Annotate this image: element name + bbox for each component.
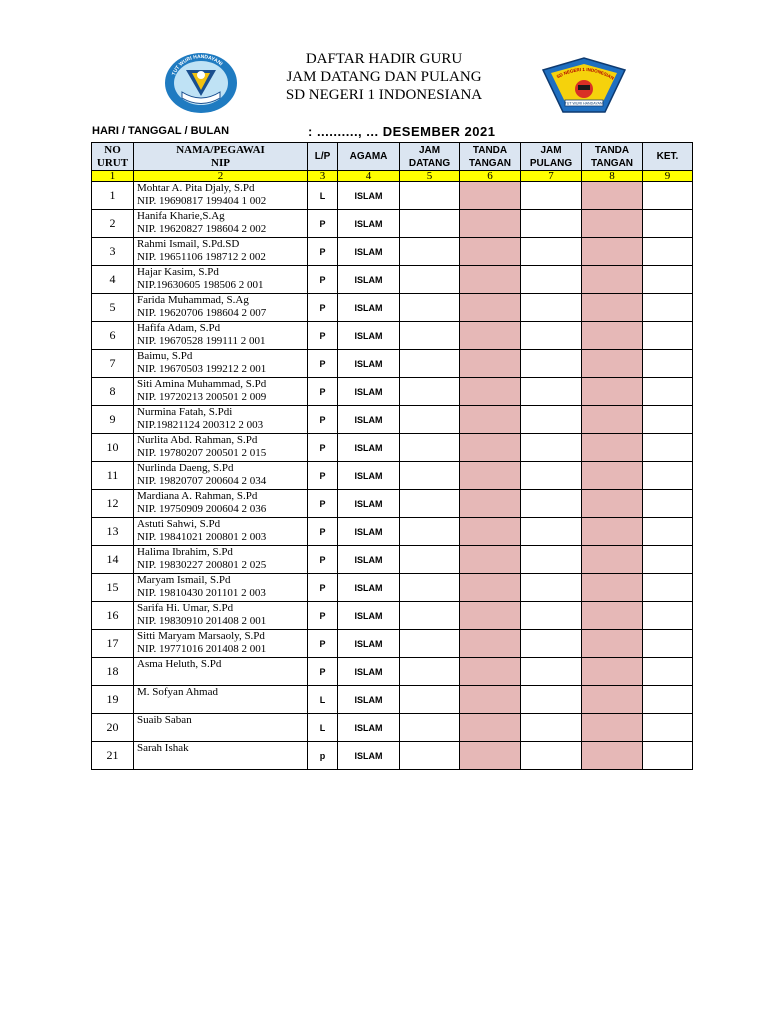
name-cell bbox=[134, 686, 308, 714]
column-number: 9 bbox=[643, 171, 693, 182]
departure-time-cell[interactable] bbox=[521, 602, 582, 630]
teacher-name: Sitti Maryam Marsaoly, S.Pd bbox=[137, 630, 265, 642]
religion-cell: ISLAM bbox=[338, 210, 400, 238]
teacher-nip: NIP. 19750909 200604 2 036 bbox=[137, 503, 267, 515]
teacher-name: Hafifa Adam, S.Pd bbox=[137, 322, 221, 334]
arrival-signature-cell[interactable] bbox=[460, 602, 521, 630]
gender-cell: P bbox=[308, 490, 338, 518]
teacher-nip: NIP.19821124 200312 2 003 bbox=[137, 419, 264, 431]
header-jam-datang: JAM DATANG bbox=[400, 143, 460, 171]
row-number: 18 bbox=[92, 658, 134, 686]
religion-cell: ISLAM bbox=[338, 434, 400, 462]
arrival-signature-cell[interactable] bbox=[460, 686, 521, 714]
arrival-time-cell[interactable] bbox=[400, 350, 460, 378]
arrival-time-cell[interactable] bbox=[400, 378, 460, 406]
row-number: 10 bbox=[92, 434, 134, 462]
row-number: 9 bbox=[92, 406, 134, 434]
teacher-nip: NIP.19630605 198506 2 001 bbox=[137, 279, 264, 291]
departure-signature-cell[interactable] bbox=[582, 378, 643, 406]
arrival-time-cell[interactable] bbox=[400, 742, 460, 770]
teacher-name: Mohtar A. Pita Djaly, S.Pd bbox=[137, 182, 255, 194]
remarks-cell[interactable] bbox=[643, 518, 693, 546]
gender-cell: P bbox=[308, 238, 338, 266]
column-number: 7 bbox=[521, 171, 582, 182]
departure-signature-cell[interactable] bbox=[582, 714, 643, 742]
row-number: 3 bbox=[92, 238, 134, 266]
teacher-name: Hajar Kasim, S.Pd bbox=[137, 266, 219, 278]
name-cell bbox=[134, 378, 308, 406]
departure-signature-cell[interactable] bbox=[582, 546, 643, 574]
left-logo-text: TUT WURI HANDAYANI bbox=[171, 53, 224, 77]
row-number: 21 bbox=[92, 742, 134, 770]
arrival-signature-cell[interactable] bbox=[460, 378, 521, 406]
religion-cell: ISLAM bbox=[338, 490, 400, 518]
gender-cell: P bbox=[308, 350, 338, 378]
teacher-nip: NIP. 19830227 200801 2 025 bbox=[137, 559, 267, 571]
remarks-cell[interactable] bbox=[643, 742, 693, 770]
teacher-nip: NIP. 19670528 199111 2 001 bbox=[137, 335, 266, 347]
header-ket: KET. bbox=[643, 143, 693, 171]
religion-cell: ISLAM bbox=[338, 574, 400, 602]
arrival-signature-cell[interactable] bbox=[460, 406, 521, 434]
arrival-signature-cell[interactable] bbox=[460, 462, 521, 490]
departure-time-cell[interactable] bbox=[521, 546, 582, 574]
religion-cell: ISLAM bbox=[338, 658, 400, 686]
arrival-signature-cell[interactable] bbox=[460, 546, 521, 574]
table-row bbox=[92, 602, 693, 630]
row-number: 6 bbox=[92, 322, 134, 350]
teacher-nip: NIP. 19780207 200501 2 015 bbox=[137, 447, 267, 459]
religion-cell: ISLAM bbox=[338, 686, 400, 714]
departure-time-cell[interactable] bbox=[521, 630, 582, 658]
arrival-time-cell[interactable] bbox=[400, 462, 460, 490]
table-row bbox=[92, 490, 693, 518]
gender-cell: P bbox=[308, 630, 338, 658]
departure-time-cell[interactable] bbox=[521, 182, 582, 210]
religion-cell: ISLAM bbox=[338, 182, 400, 210]
row-number: 11 bbox=[92, 462, 134, 490]
teacher-nip: NIP. 19830910 201408 2 001 bbox=[137, 615, 267, 627]
religion-cell: ISLAM bbox=[338, 322, 400, 350]
teacher-name: Halima Ibrahim, S.Pd bbox=[137, 546, 233, 558]
departure-time-cell[interactable] bbox=[521, 210, 582, 238]
departure-time-cell[interactable] bbox=[521, 322, 582, 350]
arrival-signature-cell[interactable] bbox=[460, 574, 521, 602]
departure-signature-cell[interactable] bbox=[582, 322, 643, 350]
religion-cell: ISLAM bbox=[338, 630, 400, 658]
school-emblem-logo bbox=[541, 56, 627, 114]
religion-cell: ISLAM bbox=[338, 742, 400, 770]
arrival-time-cell[interactable] bbox=[400, 518, 460, 546]
teacher-nip: NIP. 19690817 199404 1 002 bbox=[137, 195, 267, 207]
name-cell bbox=[134, 266, 308, 294]
name-cell bbox=[134, 210, 308, 238]
arrival-time-cell[interactable] bbox=[400, 658, 460, 686]
teacher-name: Rahmi Ismail, S.Pd.SD bbox=[137, 238, 240, 250]
teacher-nip: NIP. 19720213 200501 2 009 bbox=[137, 391, 267, 403]
arrival-time-cell[interactable] bbox=[400, 686, 460, 714]
gender-cell: L bbox=[308, 686, 338, 714]
name-cell bbox=[134, 658, 308, 686]
departure-time-cell[interactable] bbox=[521, 266, 582, 294]
teacher-name: Baimu, S.Pd bbox=[137, 350, 193, 362]
row-number: 15 bbox=[92, 574, 134, 602]
row-number: 14 bbox=[92, 546, 134, 574]
departure-time-cell[interactable] bbox=[521, 658, 582, 686]
arrival-signature-cell[interactable] bbox=[460, 238, 521, 266]
departure-signature-cell[interactable] bbox=[582, 742, 643, 770]
row-number: 5 bbox=[92, 294, 134, 322]
arrival-time-cell[interactable] bbox=[400, 574, 460, 602]
arrival-signature-cell[interactable] bbox=[460, 742, 521, 770]
table-row bbox=[92, 658, 693, 686]
name-cell bbox=[134, 602, 308, 630]
table-row bbox=[92, 574, 693, 602]
arrival-time-cell[interactable] bbox=[400, 210, 460, 238]
table-row bbox=[92, 518, 693, 546]
arrival-signature-cell[interactable] bbox=[460, 294, 521, 322]
name-cell bbox=[134, 546, 308, 574]
attendance-table bbox=[91, 142, 693, 770]
teacher-nip: NIP. 19651106 198712 2 002 bbox=[137, 251, 266, 263]
gender-cell: P bbox=[308, 602, 338, 630]
row-number: 8 bbox=[92, 378, 134, 406]
remarks-cell[interactable] bbox=[643, 378, 693, 406]
table-row bbox=[92, 238, 693, 266]
remarks-cell[interactable] bbox=[643, 574, 693, 602]
column-number: 8 bbox=[582, 171, 643, 182]
title-line-2: JAM DATANG DAN PULANG bbox=[286, 69, 482, 85]
table-row bbox=[92, 546, 693, 574]
column-number: 3 bbox=[308, 171, 338, 182]
remarks-cell[interactable] bbox=[643, 714, 693, 742]
teacher-nip: NIP. 19771016 201408 2 001 bbox=[137, 643, 267, 655]
arrival-time-cell[interactable] bbox=[400, 630, 460, 658]
departure-signature-cell[interactable] bbox=[582, 182, 643, 210]
remarks-cell[interactable] bbox=[643, 602, 693, 630]
header-tanda-tangan-1: TANDA TANGAN bbox=[460, 143, 521, 171]
header-agama: AGAMA bbox=[338, 143, 400, 171]
religion-cell: ISLAM bbox=[338, 406, 400, 434]
departure-time-cell[interactable] bbox=[521, 518, 582, 546]
arrival-signature-cell[interactable] bbox=[460, 658, 521, 686]
gender-cell: P bbox=[308, 266, 338, 294]
remarks-cell[interactable] bbox=[643, 686, 693, 714]
teacher-name: Hanifa Kharie,S.Ag bbox=[137, 210, 225, 222]
row-number: 4 bbox=[92, 266, 134, 294]
name-cell bbox=[134, 630, 308, 658]
table-row bbox=[92, 182, 693, 210]
arrival-signature-cell[interactable] bbox=[460, 322, 521, 350]
departure-signature-cell[interactable] bbox=[582, 602, 643, 630]
remarks-cell[interactable] bbox=[643, 658, 693, 686]
name-cell bbox=[134, 490, 308, 518]
row-number: 7 bbox=[92, 350, 134, 378]
remarks-cell[interactable] bbox=[643, 350, 693, 378]
teacher-nip: NIP. 19620706 198604 2 007 bbox=[137, 307, 267, 319]
name-cell bbox=[134, 238, 308, 266]
table-row bbox=[92, 630, 693, 658]
remarks-cell[interactable] bbox=[643, 294, 693, 322]
arrival-time-cell[interactable] bbox=[400, 322, 460, 350]
teacher-name: Farida Muhammad, S.Ag bbox=[137, 294, 249, 306]
arrival-time-cell[interactable] bbox=[400, 490, 460, 518]
teacher-name: Sarah Ishak bbox=[137, 742, 189, 754]
teacher-nip: NIP. 19841021 200801 2 003 bbox=[137, 531, 267, 543]
departure-signature-cell[interactable] bbox=[582, 210, 643, 238]
gender-cell: L bbox=[308, 714, 338, 742]
table-row bbox=[92, 714, 693, 742]
gender-cell: p bbox=[308, 742, 338, 770]
teacher-name: Asma Heluth, S.Pd bbox=[137, 658, 222, 670]
name-cell bbox=[134, 462, 308, 490]
departure-signature-cell[interactable] bbox=[582, 574, 643, 602]
departure-time-cell[interactable] bbox=[521, 490, 582, 518]
teacher-name: Nurlinda Daeng, S.Pd bbox=[137, 462, 234, 474]
teacher-nip: NIP. 19620827 198604 2 002 bbox=[137, 223, 267, 235]
name-cell bbox=[134, 406, 308, 434]
teacher-name: Sarifa Hi. Umar, S.Pd bbox=[137, 602, 234, 614]
name-cell bbox=[134, 350, 308, 378]
gender-cell: P bbox=[308, 322, 338, 350]
table-row bbox=[92, 742, 693, 770]
gender-cell: L bbox=[308, 182, 338, 210]
row-number: 2 bbox=[92, 210, 134, 238]
departure-signature-cell[interactable] bbox=[582, 658, 643, 686]
row-number: 1 bbox=[92, 182, 134, 210]
title-line-1: DAFTAR HADIR GURU bbox=[305, 51, 463, 67]
date-line bbox=[92, 124, 732, 140]
title-line-3: SD NEGERI 1 INDONESIANA bbox=[285, 87, 483, 103]
remarks-cell[interactable] bbox=[643, 434, 693, 462]
name-cell bbox=[134, 714, 308, 742]
arrival-time-cell[interactable] bbox=[400, 266, 460, 294]
remarks-cell[interactable] bbox=[643, 630, 693, 658]
departure-time-cell[interactable] bbox=[521, 238, 582, 266]
arrival-time-cell[interactable] bbox=[400, 238, 460, 266]
departure-time-cell[interactable] bbox=[521, 574, 582, 602]
table-row bbox=[92, 406, 693, 434]
table-row bbox=[92, 378, 693, 406]
remarks-cell[interactable] bbox=[643, 546, 693, 574]
departure-signature-cell[interactable] bbox=[582, 630, 643, 658]
gender-cell: P bbox=[308, 574, 338, 602]
departure-signature-cell[interactable] bbox=[582, 294, 643, 322]
row-number: 20 bbox=[92, 714, 134, 742]
header-jam-pulang: JAM PULANG bbox=[521, 143, 582, 171]
tut-wuri-handayani-logo bbox=[164, 52, 238, 114]
header-tanda-tangan-2: TANDA TANGAN bbox=[582, 143, 643, 171]
departure-signature-cell[interactable] bbox=[582, 406, 643, 434]
departure-time-cell[interactable] bbox=[521, 378, 582, 406]
arrival-signature-cell[interactable] bbox=[460, 210, 521, 238]
departure-time-cell[interactable] bbox=[521, 462, 582, 490]
column-number-row bbox=[92, 171, 693, 182]
gender-cell: P bbox=[308, 294, 338, 322]
teacher-nip: NIP. 19670503 199212 2 001 bbox=[137, 363, 267, 375]
remarks-cell[interactable] bbox=[643, 182, 693, 210]
arrival-signature-cell[interactable] bbox=[460, 518, 521, 546]
arrival-time-cell[interactable] bbox=[400, 714, 460, 742]
teacher-name: Siti Amina Muhammad, S.Pd bbox=[137, 378, 267, 390]
remarks-cell[interactable] bbox=[643, 322, 693, 350]
arrival-time-cell[interactable] bbox=[400, 406, 460, 434]
column-number: 2 bbox=[134, 171, 308, 182]
header-row bbox=[92, 143, 693, 171]
gender-cell: P bbox=[308, 434, 338, 462]
date-value: : .........., ... DESEMBER 2021 bbox=[308, 124, 496, 139]
name-cell bbox=[134, 294, 308, 322]
table-row bbox=[92, 294, 693, 322]
arrival-signature-cell[interactable] bbox=[460, 266, 521, 294]
row-number: 17 bbox=[92, 630, 134, 658]
departure-time-cell[interactable] bbox=[521, 434, 582, 462]
column-number: 5 bbox=[400, 171, 460, 182]
date-label: HARI / TANGGAL / BULAN bbox=[92, 125, 230, 137]
arrival-signature-cell[interactable] bbox=[460, 434, 521, 462]
teacher-name: Suaib Saban bbox=[137, 714, 192, 726]
header-lp: L/P bbox=[308, 143, 338, 171]
name-cell bbox=[134, 574, 308, 602]
table-row bbox=[92, 434, 693, 462]
row-number: 13 bbox=[92, 518, 134, 546]
right-logo-banner: TUT WURI HANDAYANI bbox=[564, 101, 604, 106]
arrival-time-cell[interactable] bbox=[400, 602, 460, 630]
teacher-name: M. Sofyan Ahmad bbox=[137, 686, 218, 698]
departure-time-cell[interactable] bbox=[521, 294, 582, 322]
row-number: 16 bbox=[92, 602, 134, 630]
remarks-cell[interactable] bbox=[643, 266, 693, 294]
gender-cell: P bbox=[308, 518, 338, 546]
departure-signature-cell[interactable] bbox=[582, 238, 643, 266]
name-cell bbox=[134, 322, 308, 350]
name-cell bbox=[134, 518, 308, 546]
religion-cell: ISLAM bbox=[338, 378, 400, 406]
teacher-name: Maryam Ismail, S.Pd bbox=[137, 574, 231, 586]
arrival-signature-cell[interactable] bbox=[460, 714, 521, 742]
row-number: 19 bbox=[92, 686, 134, 714]
column-number: 6 bbox=[460, 171, 521, 182]
teacher-name: Nurmina Fatah, S.Pdi bbox=[137, 406, 233, 418]
arrival-signature-cell[interactable] bbox=[460, 350, 521, 378]
departure-signature-cell[interactable] bbox=[582, 518, 643, 546]
remarks-cell[interactable] bbox=[643, 406, 693, 434]
departure-time-cell[interactable] bbox=[521, 714, 582, 742]
departure-signature-cell[interactable] bbox=[582, 434, 643, 462]
name-cell bbox=[134, 182, 308, 210]
gender-cell: P bbox=[308, 462, 338, 490]
departure-time-cell[interactable] bbox=[521, 686, 582, 714]
religion-cell: ISLAM bbox=[338, 266, 400, 294]
gender-cell: P bbox=[308, 210, 338, 238]
departure-signature-cell[interactable] bbox=[582, 350, 643, 378]
table-row bbox=[92, 686, 693, 714]
gender-cell: P bbox=[308, 546, 338, 574]
teacher-nip: NIP. 19820707 200604 2 034 bbox=[137, 475, 267, 487]
gender-cell: P bbox=[308, 658, 338, 686]
document-header bbox=[0, 50, 768, 104]
departure-signature-cell[interactable] bbox=[582, 462, 643, 490]
arrival-time-cell[interactable] bbox=[400, 182, 460, 210]
arrival-time-cell[interactable] bbox=[400, 434, 460, 462]
column-number: 1 bbox=[92, 171, 134, 182]
gender-cell: P bbox=[308, 406, 338, 434]
departure-signature-cell[interactable] bbox=[582, 686, 643, 714]
column-number: 4 bbox=[338, 171, 400, 182]
table-row bbox=[92, 462, 693, 490]
table-row bbox=[92, 350, 693, 378]
arrival-signature-cell[interactable] bbox=[460, 630, 521, 658]
table-row bbox=[92, 322, 693, 350]
name-cell bbox=[134, 742, 308, 770]
row-number: 12 bbox=[92, 490, 134, 518]
religion-cell: ISLAM bbox=[338, 602, 400, 630]
departure-signature-cell[interactable] bbox=[582, 266, 643, 294]
religion-cell: ISLAM bbox=[338, 350, 400, 378]
departure-time-cell[interactable] bbox=[521, 350, 582, 378]
header-nama: NAMA/PEGAWAI NIP bbox=[134, 143, 308, 171]
religion-cell: ISLAM bbox=[338, 518, 400, 546]
teacher-name: Astuti Sahwi, S.Pd bbox=[137, 518, 221, 530]
arrival-signature-cell[interactable] bbox=[460, 490, 521, 518]
header-no: NO URUT bbox=[92, 143, 134, 171]
remarks-cell[interactable] bbox=[643, 462, 693, 490]
right-logo-text: SD NEGERI 1 INDONESIAN bbox=[555, 66, 615, 81]
table-row bbox=[92, 266, 693, 294]
teacher-name: Mardiana A. Rahman, S.Pd bbox=[137, 490, 258, 502]
religion-cell: ISLAM bbox=[338, 714, 400, 742]
remarks-cell[interactable] bbox=[643, 210, 693, 238]
departure-signature-cell[interactable] bbox=[582, 490, 643, 518]
teacher-nip: NIP. 19810430 201101 2 003 bbox=[137, 587, 266, 599]
name-cell bbox=[134, 434, 308, 462]
religion-cell: ISLAM bbox=[338, 294, 400, 322]
religion-cell: ISLAM bbox=[338, 462, 400, 490]
departure-time-cell[interactable] bbox=[521, 406, 582, 434]
teacher-name: Nurlita Abd. Rahman, S.Pd bbox=[137, 434, 258, 446]
arrival-time-cell[interactable] bbox=[400, 546, 460, 574]
arrival-signature-cell[interactable] bbox=[460, 182, 521, 210]
gender-cell: P bbox=[308, 378, 338, 406]
remarks-cell[interactable] bbox=[643, 490, 693, 518]
religion-cell: ISLAM bbox=[338, 546, 400, 574]
table-row bbox=[92, 210, 693, 238]
remarks-cell[interactable] bbox=[643, 238, 693, 266]
religion-cell: ISLAM bbox=[338, 238, 400, 266]
arrival-time-cell[interactable] bbox=[400, 294, 460, 322]
departure-time-cell[interactable] bbox=[521, 742, 582, 770]
